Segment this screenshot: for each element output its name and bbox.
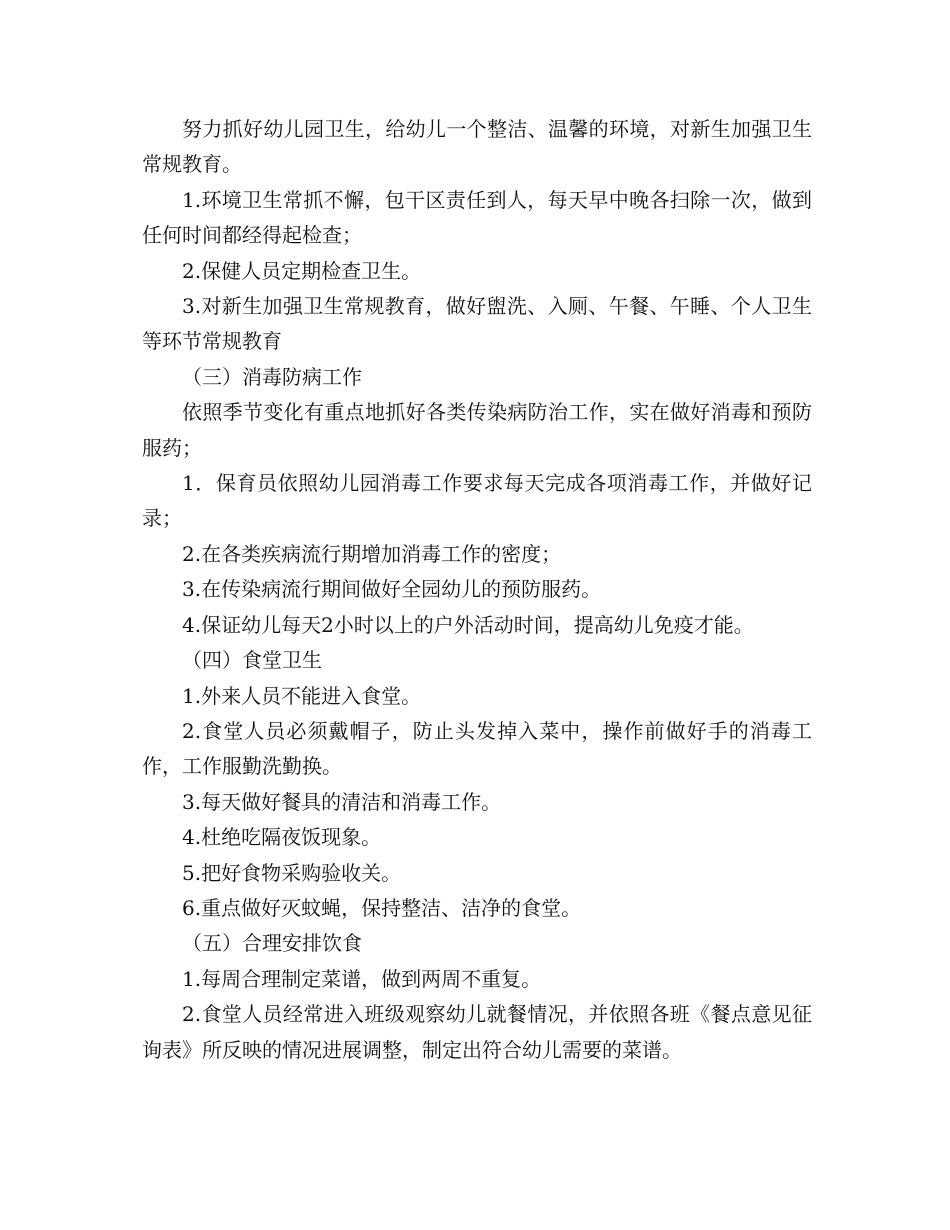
section-heading: （五）合理安排饮食 <box>182 931 362 956</box>
paragraph-item: 2.保健人员定期检查卫生。 <box>182 258 422 283</box>
paragraph-intro: 努力抓好幼儿园卫生，给幼儿一个整洁、温馨的环境，对新生加强卫生常规教育。 <box>142 117 812 177</box>
paragraph-item: 2.食堂人员必须戴帽子，防止头发掉入菜中，操作前做好手的消毒工作，工作服勤洗勤换。 <box>142 718 812 779</box>
paragraph-item: 2.食堂人员经常进入班级观察幼儿就餐情况，并依照各班《餐点意见征询表》所反映的情况进展调整，制定出符合幼儿需要的菜谱。 <box>142 1002 812 1062</box>
paragraph-item: 1.外来人员不能进入食堂。 <box>182 683 422 708</box>
document-body <box>142 112 812 1068</box>
paragraph-item: 3.每天做好餐具的清洁和消毒工作。 <box>182 789 502 814</box>
paragraph-item: 5.把好食物采购验收关。 <box>182 860 402 885</box>
paragraph-item: 1．保育员依照幼儿园消毒工作要求每天完成各项消毒工作，并做好记录； <box>142 471 812 531</box>
paragraph-item: 2.在各类疾病流行期增加消毒工作的密度； <box>182 541 562 566</box>
paragraph-item: 3.在传染病流行期间做好全园幼儿的预防服药。 <box>182 577 602 602</box>
section-heading: （四）食堂卫生 <box>182 648 322 673</box>
paragraph-intro: 依照季节变化有重点地抓好各类传染病防治工作，实在做好消毒和预防服药； <box>142 400 812 460</box>
paragraph-item: 1.每周合理制定菜谱，做到两周不重复。 <box>182 966 542 991</box>
section-heading: （三）消毒防病工作 <box>182 364 362 389</box>
paragraph-item: 4.杜绝吃隔夜饭现象。 <box>182 825 382 850</box>
paragraph-item: 1.环境卫生常抓不懈，包干区责任到人，每天早中晚各扫除一次，做到任何时间都经得起检查； <box>142 187 812 248</box>
paragraph-item: 6.重点做好灭蚊蝇，保持整洁、洁净的食堂。 <box>182 895 582 920</box>
paragraph-item: 4.保证幼儿每天2小时以上的户外活动时间，提高幼儿免疫才能。 <box>182 612 754 637</box>
paragraph-item: 3.对新生加强卫生常规教育，做好盥洗、入厕、午餐、午睡、个人卫生等环节常规教育 <box>142 294 812 354</box>
